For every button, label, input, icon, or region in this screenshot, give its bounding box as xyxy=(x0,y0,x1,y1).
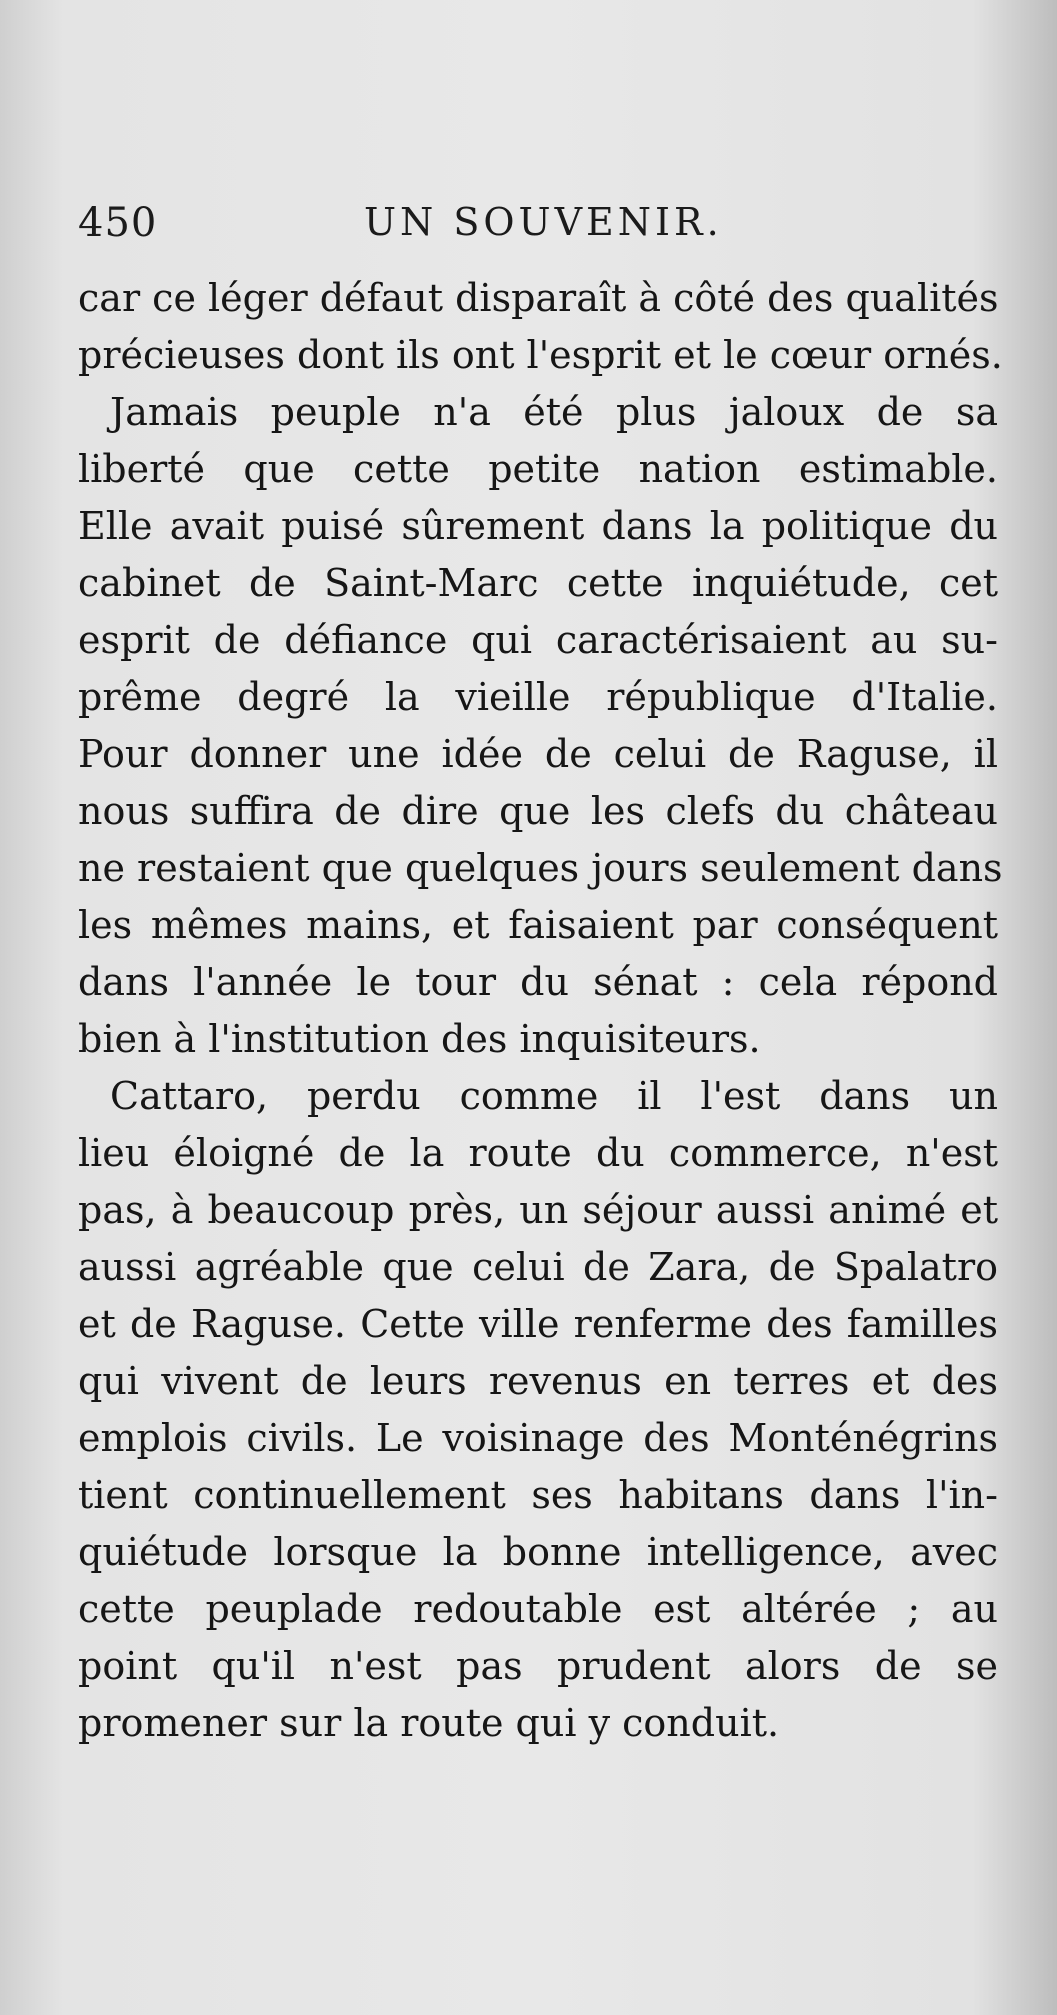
text-line: Pour donner une idée de celui de Raguse, il xyxy=(78,732,998,776)
text-line: qui vivent de leurs revenus en terres et des xyxy=(78,1359,998,1403)
body-text xyxy=(78,270,1003,1752)
text-line: Cattaro, perdu comme il l'est dans un xyxy=(110,1074,998,1118)
text-line: tient continuellement ses habitans dans l'in- xyxy=(78,1473,998,1517)
text-line: prême degré la vieille république d'Italie. xyxy=(78,675,998,719)
text-line: promener sur la route qui y conduit. xyxy=(78,1701,780,1745)
text-line: pas, à beaucoup près, un séjour aussi animé et xyxy=(78,1188,998,1232)
paragraph-3 xyxy=(78,1068,998,1752)
paragraph-2 xyxy=(78,384,1003,1068)
text-line: les mêmes mains, et faisaient par conséquent xyxy=(78,903,998,947)
page-number: 450 xyxy=(78,200,158,246)
text-line: esprit de défiance qui caractérisaient au su- xyxy=(78,618,998,662)
text-line: précieuses dont ils ont l'esprit et le cœur ornés. xyxy=(78,333,1003,377)
text-line: quiétude lorsque la bonne intelligence, avec xyxy=(78,1530,998,1574)
paragraph-1 xyxy=(78,270,1003,384)
text-line: et de Raguse. Cette ville renferme des familles xyxy=(78,1302,998,1346)
text-line: liberté que cette petite nation estimable. xyxy=(78,447,998,491)
text-line: aussi agréable que celui de Zara, de Spalatro xyxy=(78,1245,998,1289)
running-title: UN SOUVENIR. xyxy=(364,200,723,244)
text-line: Elle avait puisé sûrement dans la politique du xyxy=(78,504,998,548)
text-line: Jamais peuple n'a été plus jaloux de sa xyxy=(110,390,998,434)
text-line: cette peuplade redoutable est altérée ; au xyxy=(78,1587,998,1631)
text-line: lieu éloigné de la route du commerce, n'est xyxy=(78,1131,998,1175)
text-line: dans l'année le tour du sénat : cela répond xyxy=(78,960,998,1004)
text-line: cabinet de Saint-Marc cette inquiétude, cet xyxy=(78,561,998,605)
text-line: emplois civils. Le voisinage des Monténégrins xyxy=(78,1416,998,1460)
text-line: ne restaient que quelques jours seulement dans xyxy=(78,846,1003,890)
text-line: point qu'il n'est pas prudent alors de se xyxy=(78,1644,998,1688)
text-line: car ce léger défaut disparaît à côté des qualités xyxy=(78,276,999,320)
page-header xyxy=(78,200,978,260)
text-line: bien à l'institution des inquisiteurs. xyxy=(78,1017,761,1061)
text-line: nous suffira de dire que les clefs du château xyxy=(78,789,998,833)
